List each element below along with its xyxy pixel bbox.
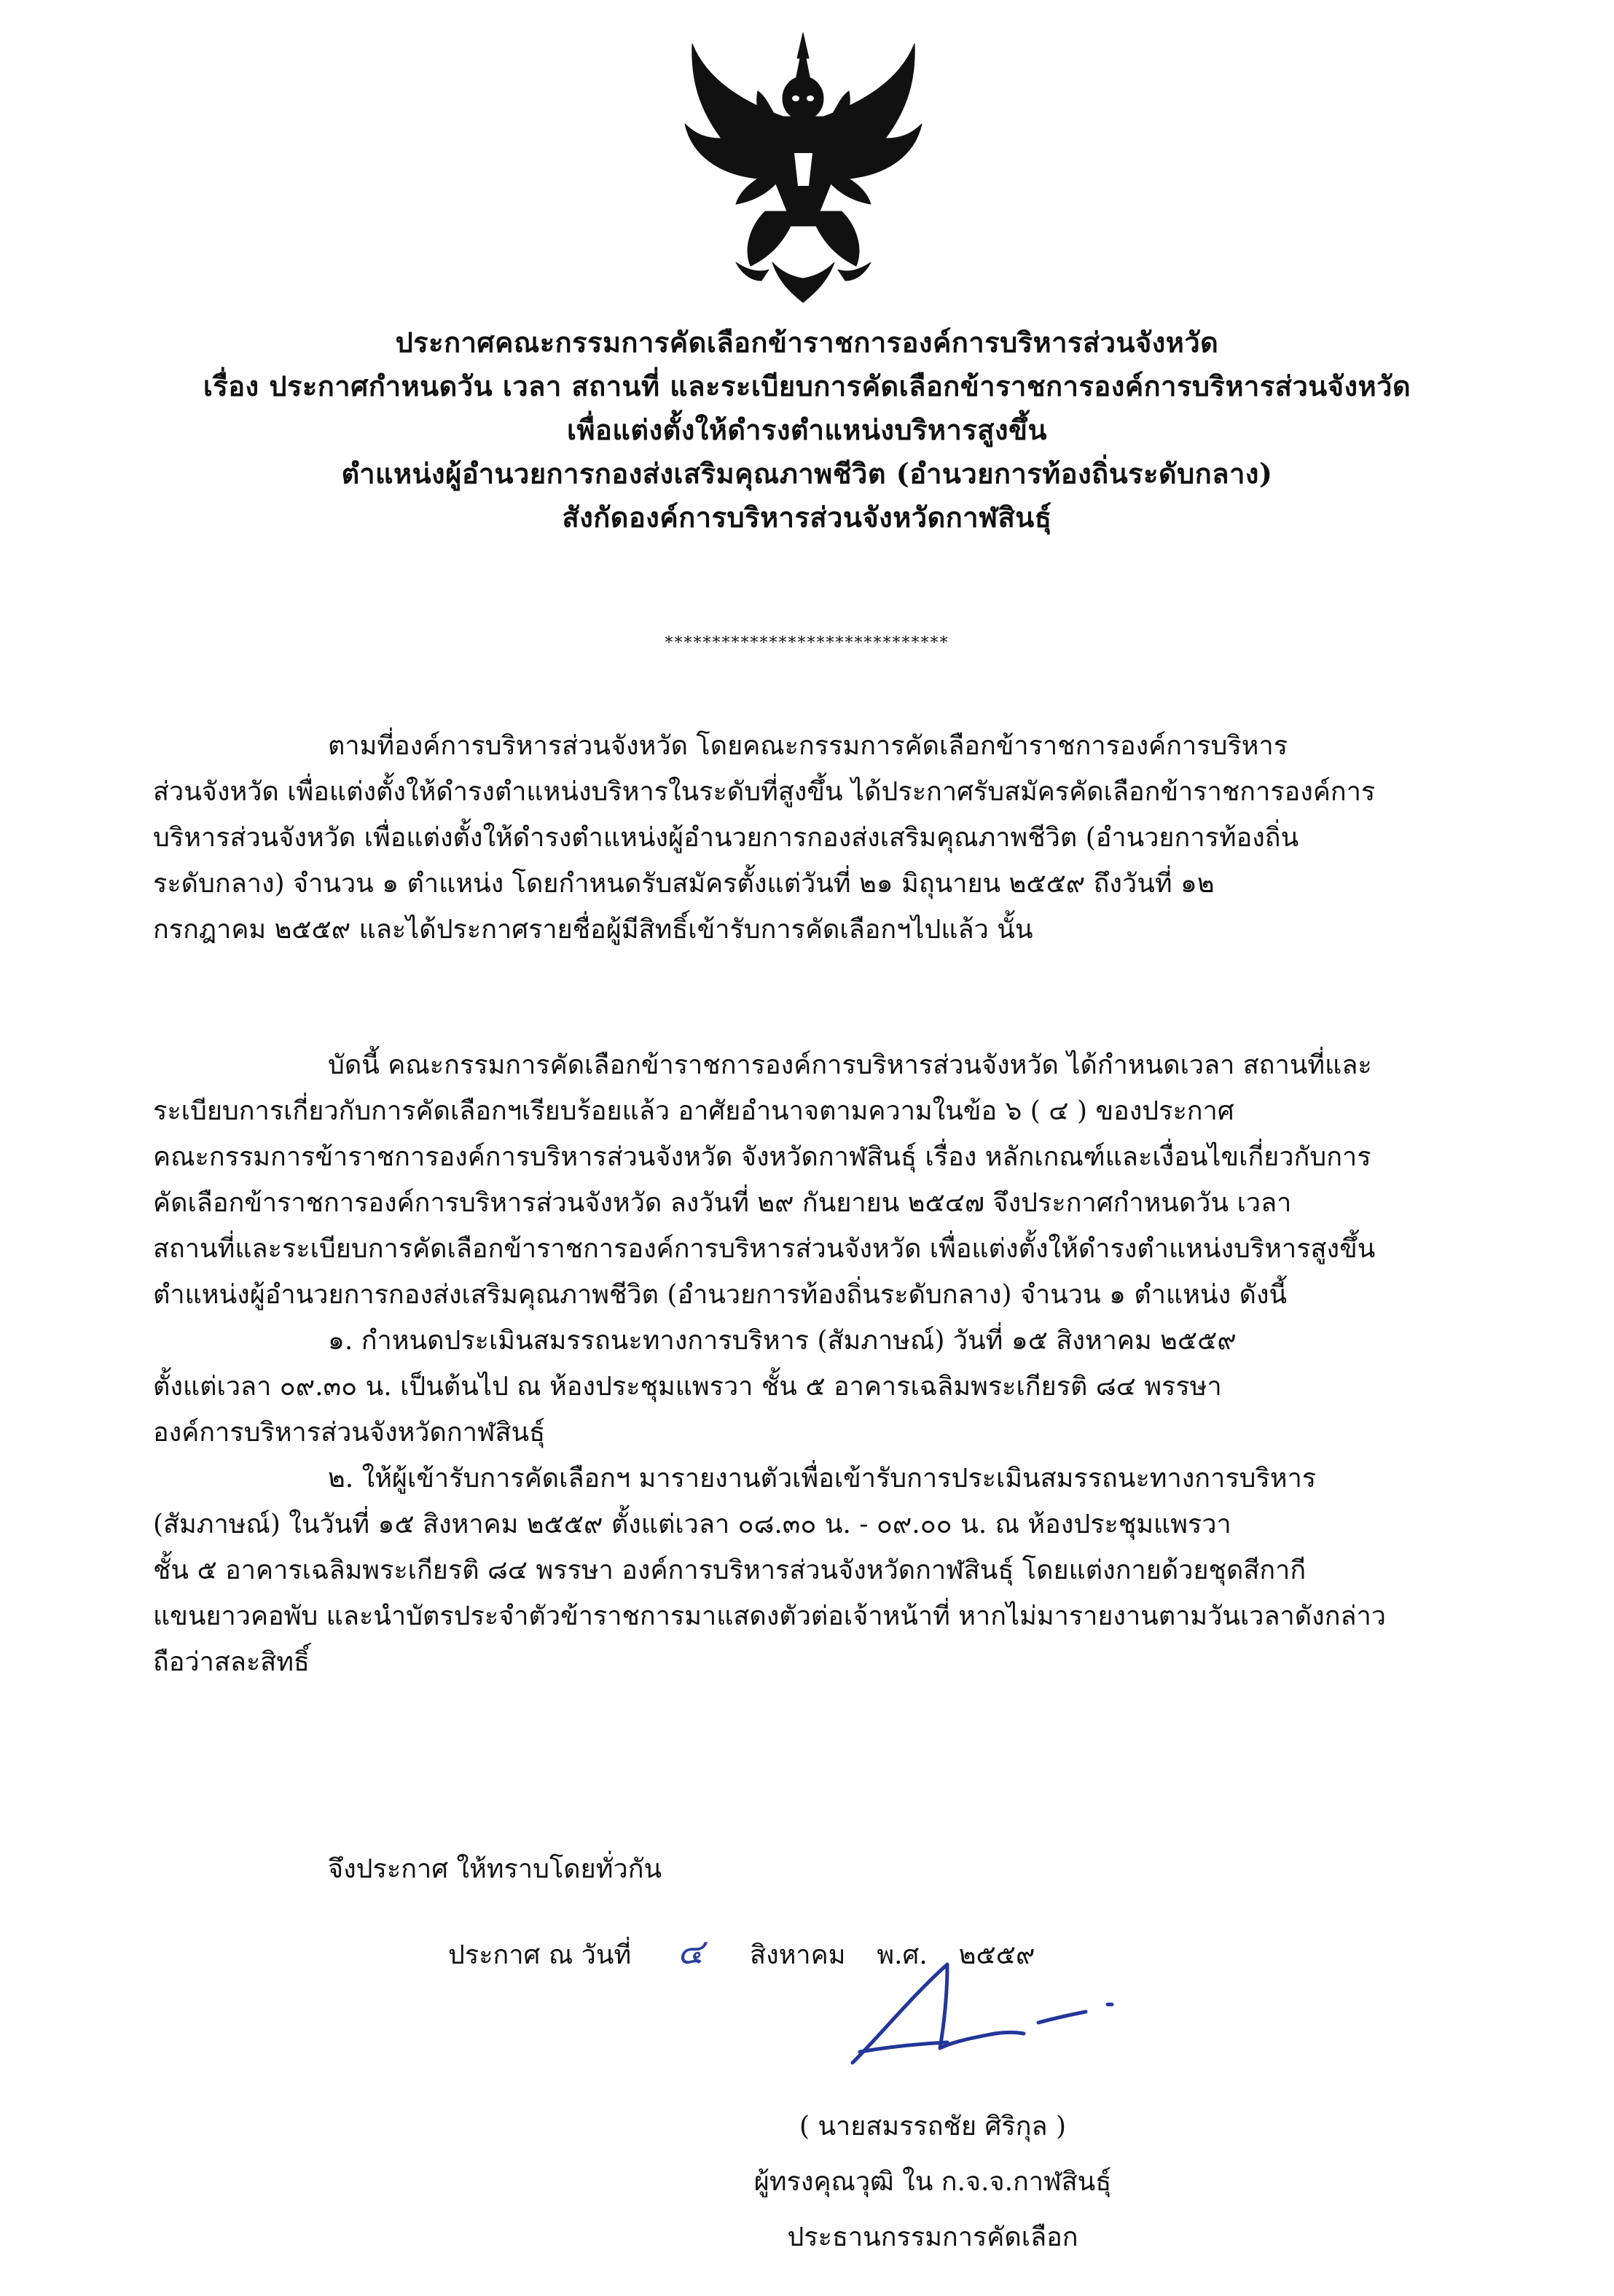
signatory-name: ( นายสมรรถชัย ศิริกุล ) [799, 2112, 1067, 2141]
signatory-position: ผู้ทรงคุณวุฒิ ใน ก.จ.จ.กาฬสินธุ์ [753, 2167, 1112, 2197]
item-2-line: ๒. ให้ผู้เข้ารับการคัดเลือกฯ มารายงานตัวเพื่อเข้ารับการประเมินสมรรถนะทางการบริหาร [328, 1464, 1317, 1493]
paragraph-line: คัดเลือกข้าราชการองค์การบริหารส่วนจังหวัด ลงวันที่ ๒๙ กันยายน ๒๕๔๗ จึงประกาศกำหนดวัน เวลา [153, 1188, 1292, 1218]
title-line-1: ประกาศคณะกรรมการคัดเลือกข้าราชการองค์การบริหารส่วนจังหวัด [395, 326, 1219, 359]
title-line-2: เรื่อง ประกาศกำหนดวัน เวลา สถานที่ และระเบียบการคัดเลือกข้าราชการองค์การบริหารส่วนจังหวัด [203, 370, 1411, 402]
title-line-4: ตำแหน่งผู้อำนวยการกองส่งเสริมคุณภาพชีวิต (อำนวยการท้องถิ่นระดับกลาง) [341, 457, 1273, 490]
garuda-emblem [678, 29, 929, 306]
paragraph-1 [153, 723, 1537, 953]
paragraph-line: คณะกรรมการข้าราชการองค์การบริหารส่วนจังหวัด จังหวัดกาฬสินธุ์ เรื่อง หลักเกณฑ์และเงื่อนไขเกี่ยวกับการ [153, 1142, 1371, 1172]
separator: ****************************** [665, 634, 949, 652]
paragraph-2 [153, 1042, 1537, 1685]
item-2-line: แขนยาวคอพับ และนำบัตรประจำตัวข้าราชการมาแสดงตัวต่อเจ้าหน้าที่ หากไม่มารายงานตามวันเวลาดังกล่าว [153, 1601, 1387, 1631]
title-line-5: สังกัดองค์การบริหารส่วนจังหวัดกาฬสินธุ์ [562, 501, 1052, 534]
paragraph-line: ส่วนจังหวัด เพื่อแต่งตั้งให้ดำรงตำแหน่งบริหารในระดับที่สูงขึ้น ได้ประกาศรับสมัครคัดเลือกข้าราชการองค์การ [153, 777, 1376, 807]
date-prefix: ประกาศ ณ วันที่ [448, 1940, 632, 1970]
paragraph-line: บริหารส่วนจังหวัด เพื่อแต่งตั้งให้ดำรงตำแหน่งผู้อำนวยการกองส่งเสริมคุณภาพชีวิต (อำนวยการท้องถิ่น [153, 823, 1299, 853]
item-2-line: ถือว่าสละสิทธิ์ [153, 1647, 310, 1677]
paragraph-line: ตามที่องค์การบริหารส่วนจังหวัด โดยคณะกรรมการคัดเลือกข้าราชการองค์การบริหาร [328, 731, 1288, 761]
signatory-block [656, 2099, 1210, 2265]
item-2-line: ชั้น ๕ อาคารเฉลิมพระเกียรติ ๘๔ พรรษา องค์การบริหารส่วนจังหวัดกาฬสินธุ์ โดยแต่งกายด้วยชุดสีกากี [153, 1555, 1307, 1585]
item-1-line: องค์การบริหารส่วนจังหวัดกาฬสินธุ์ [153, 1418, 546, 1448]
title-line-3: เพื่อแต่งตั้งให้ดำรงตำแหน่งบริหารสูงขึ้น [566, 413, 1048, 446]
item-1-line: ๑. กำหนดประเมินสมรรถนะทางการบริหาร (สัมภาษณ์) วันที่ ๑๕ สิงหาคม ๒๕๕๙ [328, 1326, 1237, 1356]
paragraph-line: บัดนี้ คณะกรรมการคัดเลือกข้าราชการองค์การบริหารส่วนจังหวัด ได้กำหนดเวลา สถานที่และ [328, 1050, 1372, 1080]
date-day: ๔ [677, 1932, 704, 1972]
paragraph-line: ระเบียบการเกี่ยวกับการคัดเลือกฯเรียบร้อยแล้ว อาศัยอำนาจตามความในข้อ ๖ ( ๔ ) ของประกาศ [153, 1096, 1234, 1126]
paragraph-line: ระดับกลาง) จำนวน ๑ ตำแหน่ง โดยกำหนดรับสมัครตั้งแต่วันที่ ๒๑ มิถุนายน ๒๕๕๙ ถึงวันที่ ๑๒ [153, 869, 1215, 899]
date-month: สิงหาคม [750, 1940, 846, 1970]
item-2-line: (สัมภาษณ์) ในวันที่ ๑๕ สิงหาคม ๒๕๕๙ ตั้งแต่เวลา ๐๘.๓๐ น. - ๐๙.๐๐ น. ณ ห้องประชุมแพรวา [153, 1510, 1231, 1539]
signature-image [838, 1953, 1129, 2077]
item-1-line: ตั้งแต่เวลา ๐๙.๓๐ น. เป็นต้นไป ณ ห้องประชุมแพรวา ชั้น ๕ อาคารเฉลิมพระเกียรติ ๘๔ พรรษา [153, 1372, 1222, 1402]
paragraph-line: กรกฎาคม ๒๕๕๙ และได้ประกาศรายชื่อผู้มีสิทธิ์เข้ารับการคัดเลือกฯไปแล้ว นั้น [153, 915, 1033, 945]
paragraph-line: สถานที่และระเบียบการคัดเลือกข้าราชการองค์การบริหารส่วนจังหวัด เพื่อแต่งตั้งให้ดำรงตำแหน่งบริหารสูงขึ้น [153, 1234, 1376, 1264]
date-year: ๒๕๕๙ [958, 1940, 1035, 1970]
announcement-title [0, 321, 1614, 539]
closing-statement: จึงประกาศ ให้ทราบโดยทั่วกัน [328, 1854, 662, 1884]
paragraph-line: ตำแหน่งผู้อำนวยการกองส่งเสริมคุณภาพชีวิต (อำนวยการท้องถิ่นระดับกลาง) จำนวน ๑ ตำแหน่ง ดังนี้ [153, 1280, 1288, 1310]
signatory-role: ประธานกรรมการคัดเลือก [787, 2222, 1078, 2252]
date-era: พ.ศ. [877, 1940, 928, 1970]
